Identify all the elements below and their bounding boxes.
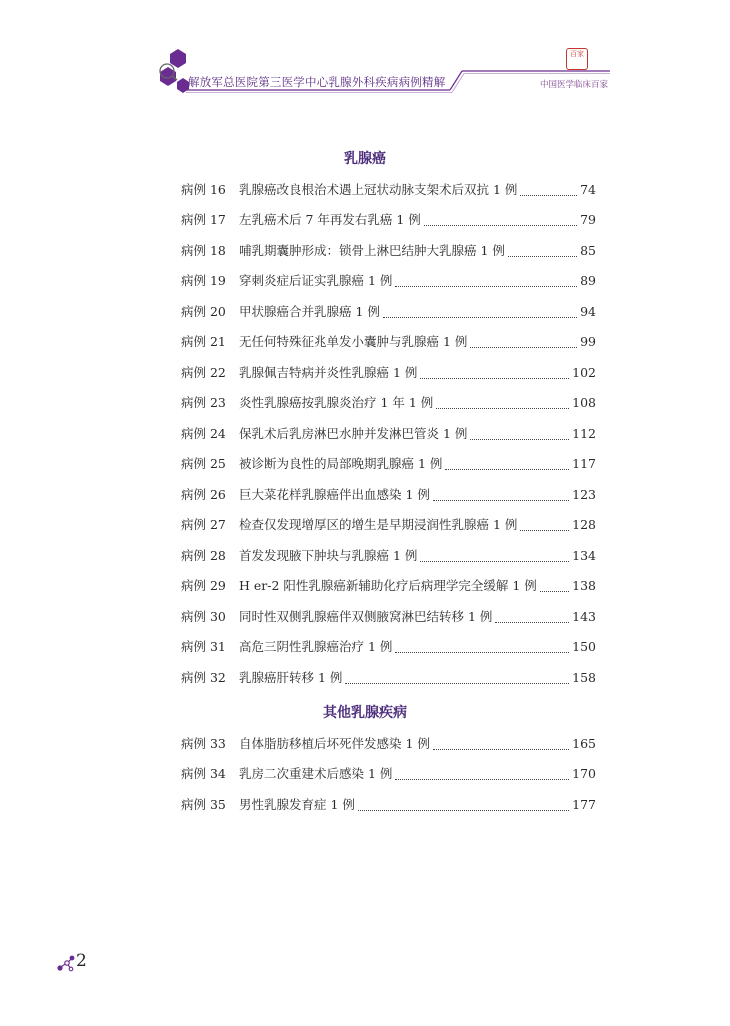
case-title: 首发发现腋下肿块与乳腺癌 1 例 <box>239 548 418 563</box>
case-number: 病例 18 <box>181 243 226 258</box>
case-title: 保乳术后乳房淋巴水肿并发淋巴管炎 1 例 <box>239 426 468 441</box>
toc-entry[interactable] <box>181 734 596 754</box>
toc-entry[interactable] <box>181 424 596 444</box>
case-title: 同时性双侧乳腺癌伴双侧腋窝淋巴结转移 1 例 <box>239 609 493 624</box>
page-number: 112 <box>572 426 596 441</box>
page-number: 128 <box>572 517 596 532</box>
series-name: 中国医学临床百家 <box>540 80 609 90</box>
page-number: 143 <box>572 609 596 624</box>
book-title: 解放军总医院第三医学中心乳腺外科疾病病例精解 <box>188 75 446 89</box>
case-number: 病例 26 <box>181 487 226 502</box>
toc-entry[interactable] <box>181 546 596 566</box>
page-number: 85 <box>580 243 596 258</box>
case-title: 巨大菜花样乳腺癌伴出血感染 1 例 <box>239 487 430 502</box>
dot-leader <box>495 621 569 623</box>
case-number: 病例 27 <box>181 517 226 532</box>
case-number: 病例 19 <box>181 273 226 288</box>
case-title: 高危三阴性乳腺癌治疗 1 例 <box>239 639 393 654</box>
case-title: 乳腺癌改良根治术遇上冠状动脉支架术后双抗 1 例 <box>239 182 518 197</box>
page-number: 150 <box>572 639 596 654</box>
toc-entry[interactable] <box>181 180 596 200</box>
toc-entry[interactable] <box>181 795 596 815</box>
page-number: 74 <box>580 182 596 197</box>
hexagon-icon <box>170 49 186 68</box>
page-number: 94 <box>580 304 596 319</box>
dot-leader <box>395 651 569 653</box>
page-number: 138 <box>572 578 596 593</box>
dot-leader <box>470 346 577 348</box>
case-number: 病例 17 <box>181 212 226 227</box>
dot-leader <box>508 255 577 257</box>
dot-leader <box>420 377 569 379</box>
case-number: 病例 21 <box>181 334 226 349</box>
case-title: 哺乳期囊肿形成：锁骨上淋巴结肿大乳腺癌 1 例 <box>239 243 505 258</box>
toc-entry[interactable] <box>181 332 596 352</box>
case-title: 乳房二次重建术后感染 1 例 <box>239 766 393 781</box>
page-number: 102 <box>572 365 596 380</box>
case-title: 乳腺癌肝转移 1 例 <box>239 670 343 685</box>
page-number: 165 <box>572 736 596 751</box>
toc-entry[interactable] <box>181 576 596 596</box>
toc-entry[interactable] <box>181 210 596 230</box>
case-number: 病例 28 <box>181 548 226 563</box>
toc-entry[interactable] <box>181 241 596 261</box>
page-number: 108 <box>572 395 596 410</box>
case-title: 无任何特殊征兆单发小囊肿与乳腺癌 1 例 <box>239 334 468 349</box>
dot-leader <box>345 682 569 684</box>
case-title: 男性乳腺发育症 1 例 <box>239 797 355 812</box>
molecule-icon <box>56 954 76 974</box>
page-number: 99 <box>580 334 596 349</box>
toc-entry[interactable] <box>181 668 596 688</box>
header-decoration <box>0 0 730 110</box>
dot-leader <box>433 499 569 501</box>
toc-entry[interactable] <box>181 363 596 383</box>
case-number: 病例 35 <box>181 797 226 812</box>
dot-leader <box>520 529 569 531</box>
toc-entry[interactable] <box>181 515 596 535</box>
section-title-breast-cancer: 乳腺癌 <box>344 151 386 167</box>
dot-leader <box>424 224 577 226</box>
case-title: 乳腺佩吉特病并炎性乳腺癌 1 例 <box>239 365 418 380</box>
case-title: 检查仅发现增厚区的增生是早期浸润性乳腺癌 1 例 <box>239 517 518 532</box>
footer-page-number: 2 <box>76 951 87 971</box>
page-number: 117 <box>572 456 596 471</box>
case-number: 病例 25 <box>181 456 226 471</box>
page-header <box>0 0 730 110</box>
case-number: 病例 24 <box>181 426 226 441</box>
case-number: 病例 33 <box>181 736 226 751</box>
dot-leader <box>540 590 569 592</box>
case-title: 被诊断为良性的局部晚期乳腺癌 1 例 <box>239 456 443 471</box>
case-title: 炎性乳腺癌按乳腺炎治疗 1 年 1 例 <box>239 395 434 410</box>
case-number: 病例 32 <box>181 670 226 685</box>
case-number: 病例 20 <box>181 304 226 319</box>
page-number: 134 <box>572 548 596 563</box>
toc-entry[interactable] <box>181 607 596 627</box>
case-title: H er-2 阳性乳腺癌新辅助化疗后病理学完全缓解 1 例 <box>239 578 537 593</box>
dot-leader <box>358 809 569 811</box>
dot-leader <box>445 468 569 470</box>
toc-entry[interactable] <box>181 302 596 322</box>
case-number: 病例 23 <box>181 395 226 410</box>
section-title-other-breast-diseases: 其他乳腺疾病 <box>323 705 407 721</box>
page-number: 89 <box>580 273 596 288</box>
toc-entry[interactable] <box>181 271 596 291</box>
case-title: 左乳癌术后 7 年再发右乳癌 1 例 <box>239 212 421 227</box>
case-title: 穿刺炎症后证实乳腺癌 1 例 <box>239 273 393 288</box>
toc-entry[interactable] <box>181 637 596 657</box>
dot-leader <box>436 407 569 409</box>
page-number: 79 <box>580 212 596 227</box>
dot-leader <box>470 438 569 440</box>
toc-entry[interactable] <box>181 454 596 474</box>
case-number: 病例 34 <box>181 766 226 781</box>
dot-leader <box>395 285 577 287</box>
dot-leader <box>520 194 577 196</box>
dot-leader <box>433 748 569 750</box>
toc-entry[interactable] <box>181 764 596 784</box>
case-number: 病例 16 <box>181 182 226 197</box>
toc-entry[interactable] <box>181 393 596 413</box>
case-title: 自体脂肪移植后坏死伴发感染 1 例 <box>239 736 430 751</box>
page-number: 158 <box>572 670 596 685</box>
series-logo: 百家 <box>566 48 588 70</box>
dot-leader <box>395 778 569 780</box>
case-number: 病例 22 <box>181 365 226 380</box>
dot-leader <box>420 560 569 562</box>
page-number: 170 <box>572 766 596 781</box>
page-number: 123 <box>572 487 596 502</box>
case-number: 病例 31 <box>181 639 226 654</box>
case-number: 病例 29 <box>181 578 226 593</box>
page-number: 177 <box>572 797 596 812</box>
toc-entry[interactable] <box>181 485 596 505</box>
case-title: 甲状腺癌合并乳腺癌 1 例 <box>239 304 380 319</box>
dot-leader <box>383 316 577 318</box>
case-number: 病例 30 <box>181 609 226 624</box>
